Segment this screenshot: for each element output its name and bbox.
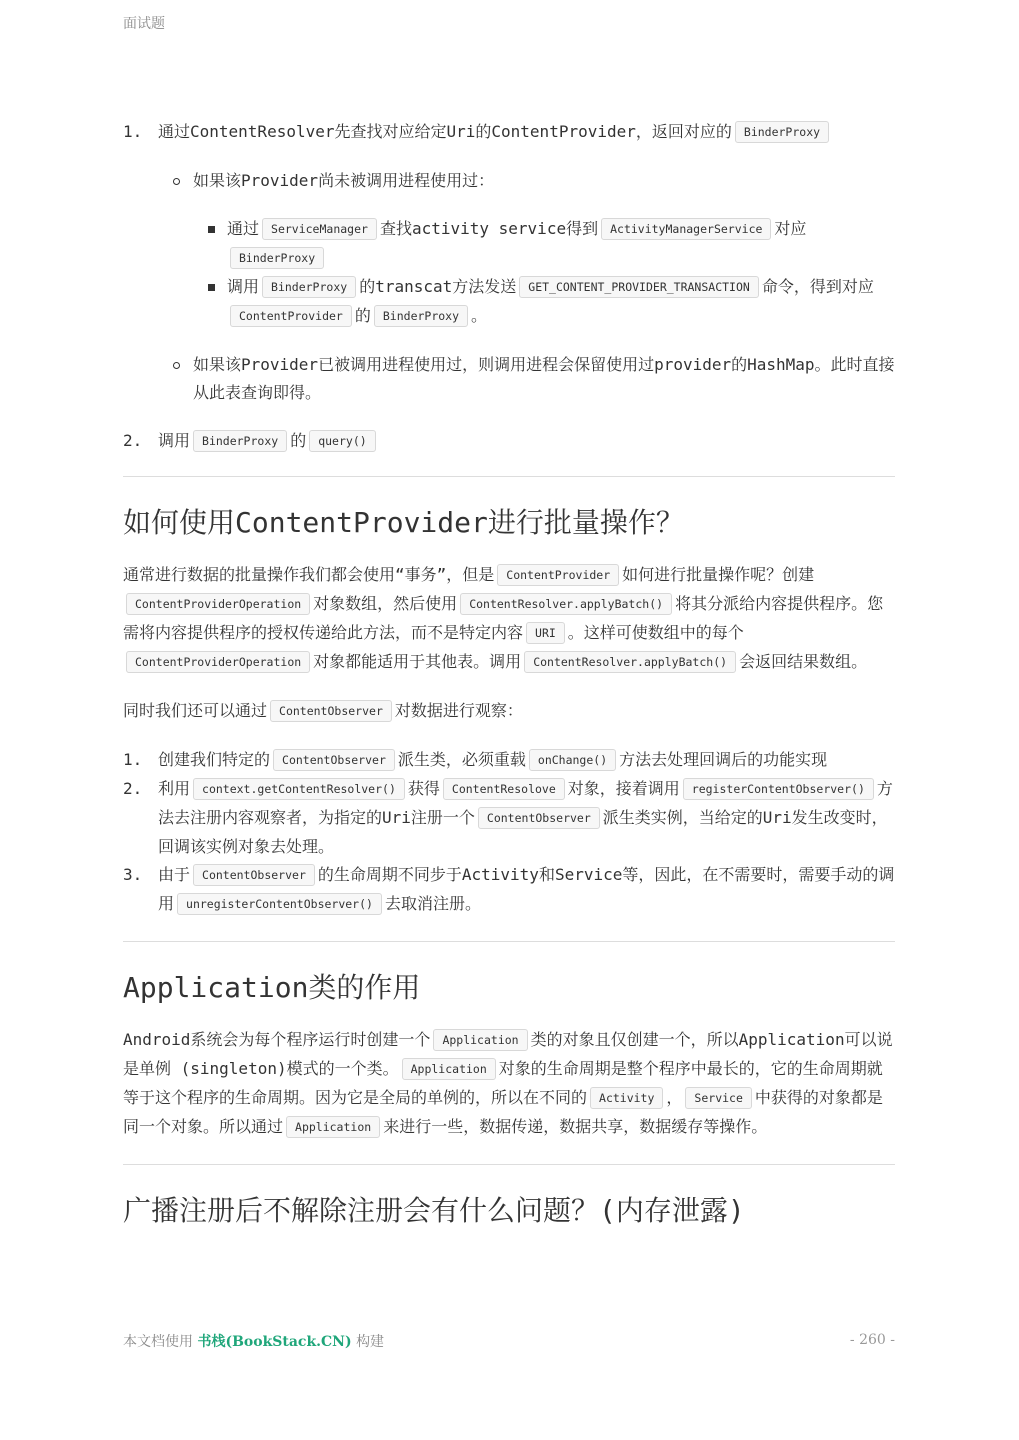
inline-code: Application <box>402 1058 496 1080</box>
paragraph: 同时我们还可以通过 ContentObserver 对数据进行观察： <box>123 701 523 720</box>
inline-code: GET_CONTENT_PROVIDER_TRANSACTION <box>519 276 759 298</box>
inline-code: ContentObserver <box>478 807 600 829</box>
inline-code: URI <box>526 622 565 644</box>
page-header-label: 面试题 <box>123 16 165 32</box>
section-heading: 广播注册后不解除注册会有什么问题？(内存泄露) <box>123 1194 745 1227</box>
inline-code: ServiceManager <box>262 218 377 240</box>
inline-code: BinderProxy <box>230 247 324 269</box>
inline-code: query() <box>309 430 375 452</box>
paragraph: Android系统会为每个程序运行时创建一个 Application 类的对象且仅创建一个，所以Application可以说是单例 (singleton)模式的一个类。 Application 对象的生命周期是整个程序中最长的，它的生命周期就等于这个程序的生命周期。因为它是全局的单例的，所以在不同的 Activity ， Service 中获得的对象都是同一个对象。所以通过 Application 来进行一些，数据传递，数据共享，数据缓存等操作。 <box>123 1030 893 1136</box>
inline-code: ContentResolver.applyBatch() <box>460 593 672 615</box>
inline-code: BinderProxy <box>374 305 468 327</box>
sub-list-item: 如果该Provider已被调用进程使用过，则调用进程会保留使用过provider的HashMap。此时直接从此表查询即得。 <box>123 351 895 407</box>
inline-code: ContentObserver <box>193 864 315 886</box>
inline-code: BinderProxy <box>262 276 356 298</box>
list-item: 3. 由于 ContentObserver 的生命周期不同步于Activity和Service等，因此，在不需要时，需要手动的调用 unregisterContentObserver() 去取消注册。 <box>123 865 895 913</box>
inline-code: context.getContentResolver() <box>193 778 405 800</box>
inline-code: ContentObserver <box>270 700 392 722</box>
inline-code: Application <box>286 1116 380 1138</box>
inline-code: Application <box>433 1029 527 1051</box>
inline-code: ContentResolove <box>443 778 565 800</box>
ordered-list <box>123 746 895 919</box>
inline-code: ContentProvider <box>230 305 352 327</box>
inline-code: ContentObserver <box>273 749 395 771</box>
inline-code: Activity <box>590 1087 663 1109</box>
list-item: 1. 创建我们特定的 ContentObserver 派生类，必须重载 onChange() 方法去处理回调后的功能实现 <box>123 750 828 769</box>
inline-code: unregisterContentObserver() <box>177 893 382 915</box>
list-item: 1. 通过ContentResolver先查找对应给定Uri的ContentProvider，返回对应的 BinderProxy <box>123 118 895 147</box>
paragraph: 通常进行数据的批量操作我们都会使用“事务”，但是 ContentProvider 如何进行批量操作呢？创建ContentProviderOperation 对象数组，然后使用 ContentResolver.applyBatch() 将其分派给内容提供程序。您需将内容提供程序的授权传递给此方法，而不是特定内容 URI 。这样可使数组中的每个ContentProviderOperation 对象都能适用于其他表。调用 ContentResolver.applyBatch() 会返回结果数组。 <box>123 565 884 671</box>
inline-code: onChange() <box>529 749 616 771</box>
inline-code: ContentProvider <box>497 564 619 586</box>
inline-code: BinderProxy <box>735 121 829 143</box>
ordered-list <box>123 118 895 456</box>
inline-code: Service <box>685 1087 751 1109</box>
inline-code: ContentProviderOperation <box>126 593 310 615</box>
inline-code: ContentResolver.applyBatch() <box>524 651 736 673</box>
list-item: 2. 调用 BinderProxy 的 query() <box>123 427 895 456</box>
inline-code: ContentProviderOperation <box>126 651 310 673</box>
document-content <box>123 118 895 1231</box>
inline-code: registerContentObserver() <box>683 778 874 800</box>
section-heading: Application类的作用 <box>123 971 421 1004</box>
sub-list-item: 如果该Provider尚未被调用进程使用过： <box>123 167 895 195</box>
nested-list-item: 通过 ServiceManager 查找activity service得到 ActivityManagerService 对应BinderProxy <box>123 215 895 273</box>
list-item: 2. 利用 context.getContentResolver() 获得 ContentResolove 对象，接着调用 registerContentObserver() 方法去注册内容观察者，为指定的Uri注册一个 ContentObserver 派生类实例，当给定的Uri发生改变时，回调该实例对象去处理。 <box>123 779 893 856</box>
nested-list-item: 调用 BinderProxy 的transcat方法发送 GET_CONTENT_PROVIDER_TRANSACTION 命令，得到对应ContentProvider 的 BinderProxy 。 <box>123 273 895 331</box>
page-number: - 260 - <box>849 1332 895 1348</box>
section-heading: 如何使用ContentProvider进行批量操作？ <box>123 506 684 539</box>
footer-credit: 本文档使用 书栈(BookStack.CN) 构建 <box>123 1334 385 1350</box>
inline-code: ActivityManagerService <box>601 218 771 240</box>
inline-code: BinderProxy <box>193 430 287 452</box>
footer-brand-link[interactable]: 书栈(BookStack.CN) <box>197 1334 352 1350</box>
